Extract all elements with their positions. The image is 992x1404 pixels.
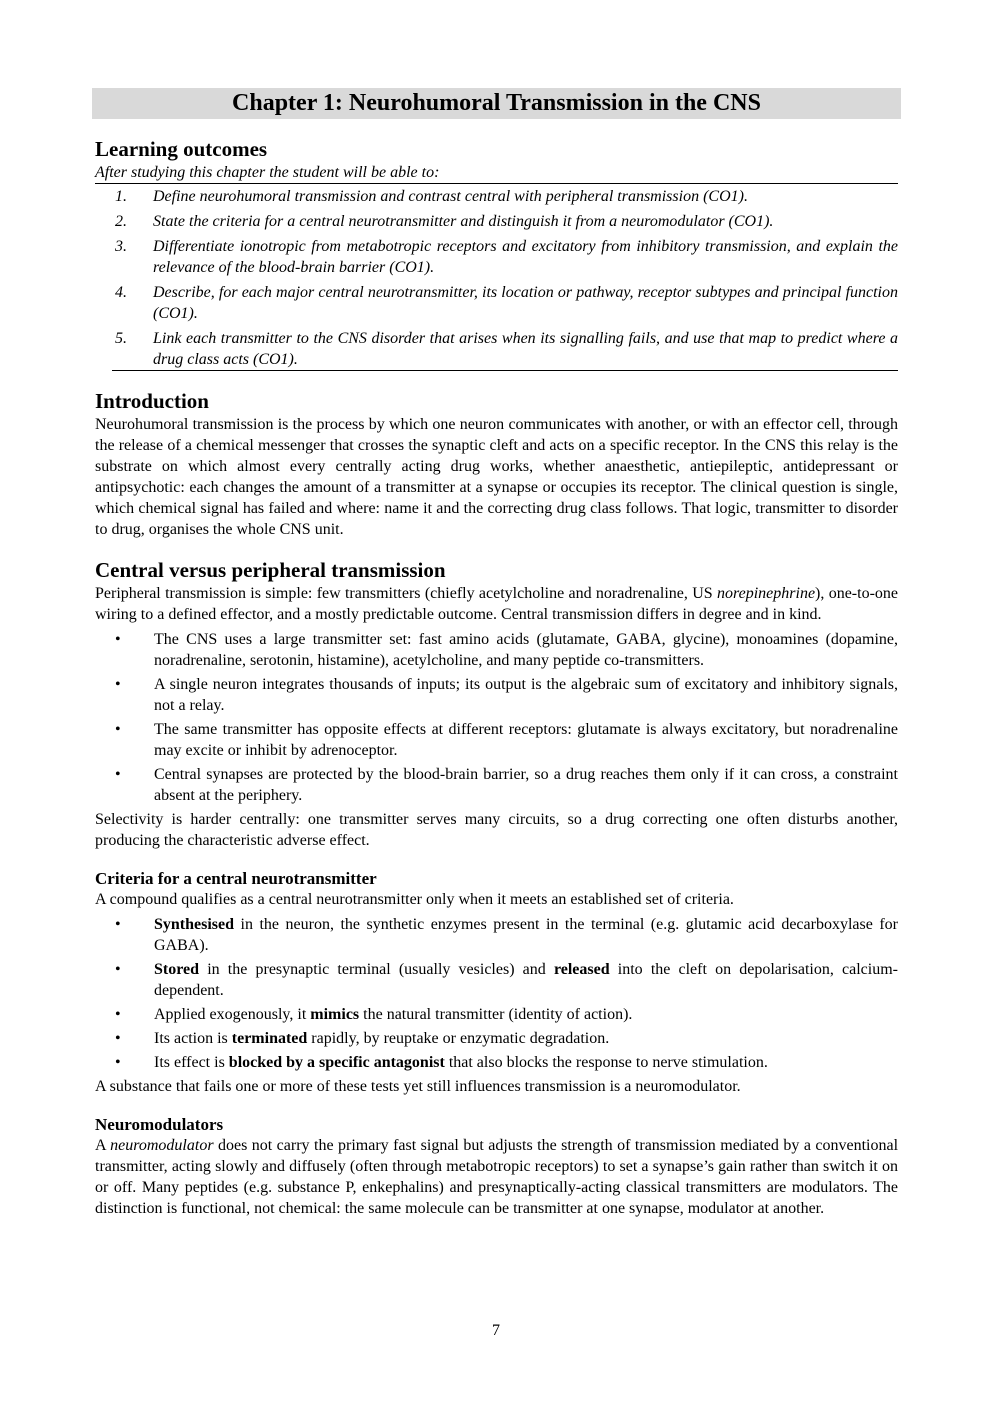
central-paragraph (95, 583, 898, 625)
central-bullet-list (95, 629, 898, 806)
page-number: 7 (492, 1322, 500, 1339)
item-text: The same transmitter has opposite effects at different receptors: glutamate is always excitatory, but noradrenaline may excite or inhibit by adrenoceptor. (154, 721, 898, 759)
item-number: 4. (115, 284, 127, 301)
neuromodulators-text (95, 1135, 898, 1219)
central-heading: Central versus peripheral transmission (95, 558, 446, 582)
list-item: • The CNS uses a large transmitter set: fast amino acids (glutamate, GABA, glycine), monoamines (dopamine, noradrenaline, serotonin, histamine), acetylcholine, and many peptide co-transmitters. (115, 631, 898, 669)
list-item: • The same transmitter has opposite effects at different receptors: glutamate is always excitatory, but noradrenaline may excite or inhibit by adrenoceptor. (115, 721, 898, 759)
item-text: Describe, for each major central neurotransmitter, its location or pathway, receptor subtypes and principal function (CO1). (153, 284, 898, 322)
bold-term: Synthesised (154, 916, 235, 933)
list-item (112, 211, 898, 232)
introduction-heading: Introduction (95, 389, 209, 413)
item-text: rapidly, by reuptake or enzymatic degradation. (307, 1030, 610, 1047)
bold-term: released (553, 961, 610, 978)
list-item: • Stored in the presynaptic terminal (usually vesicles) and released into the cleft on depolarisation, calcium-dependent. (115, 961, 898, 999)
criteria-lead: A compound qualifies as a central neurotransmitter only when it meets an established set of criteria. (95, 891, 734, 908)
item-text: A single neuron integrates thousands of inputs; its output is the algebraic sum of excitatory and inhibitory signals, not a relay. (154, 676, 898, 714)
list-item: • Its action is terminated rapidly, by reuptake or enzymatic degradation. (115, 1030, 610, 1047)
item-number: 2. (115, 213, 127, 230)
introduction-text: Neurohumoral transmission is the process by which one neuron communicates with another, or with an effector cell, through the release of a chemical messenger that crosses the synaptic cleft and acts on a specific receptor. In the CNS this relay is the substrate on which almost every centrally acting drug works, whether anaesthetic, antiepileptic, antidepressant or antipsychotic: each changes the amount of a transmitter at a synapse or occupies its receptor. The clinical question is single, which chemical signal has failed and where: name it and the correcting drug class follows. That logic, transmitter to disorder to drug, organises the whole CNS unit. (95, 416, 898, 538)
text-run: does not carry the primary fast signal but adjusts the strength of transmission mediated by a conventional transmitter, acting slowly and diffusely (often through metabotropic receptors) to set a synapse’s gain rather than switch it on or off. Many peptides (e.g. substance P, enkephalins) and presynaptically-acting classical transmitters are modulators. The distinction is functional, not chemical: the same molecule can be transmitter at one synapse, modulator at another. (95, 1137, 899, 1217)
criteria-heading: Criteria for a central neurotransmitter (95, 869, 377, 888)
emphasis-term: norepinephrine (716, 585, 816, 602)
item-text: the natural transmitter (identity of action). (359, 1006, 633, 1023)
bold-term: blocked by a specific antagonist (228, 1054, 445, 1071)
page-body (95, 88, 898, 1219)
learning-outcomes-subtitle: After studying this chapter the student will be able to: (95, 162, 898, 184)
neuromodulators-heading: Neuromodulators (95, 1115, 224, 1134)
central-closing: Selectivity is harder centrally: one transmitter serves many circuits, so a drug correcting one often disturbs another, producing the characteristic adverse effect. (95, 811, 898, 849)
item-text: Define neurohumoral transmission and contrast central with peripheral transmission (CO1). (153, 188, 748, 205)
criteria-bullet-list (95, 914, 898, 1073)
list-item (112, 328, 898, 370)
bold-term: mimics (310, 1006, 360, 1023)
item-text: Differentiate ionotropic from metabotropic receptors and excitatory from inhibitory transmission, and explain the relevance of the blood-brain barrier (CO1). (153, 238, 898, 276)
emphasis-term: neuromodulator (110, 1137, 214, 1154)
item-text: in the presynaptic terminal (usually vesicles) and (199, 961, 554, 978)
item-text: State the criteria for a central neurotransmitter and distinguish it from a neuromodulator (CO1). (153, 213, 774, 230)
list-item: • Synthesised in the neuron, the synthetic enzymes present in the terminal (e.g. glutamic acid decarboxylase for GABA). (115, 916, 898, 954)
list-item (112, 282, 898, 324)
item-text: Its effect is (154, 1054, 229, 1071)
item-text: Central synapses are protected by the blood-brain barrier, so a drug reaches them only if it can cross, a constraint absent at the periphery. (154, 766, 898, 804)
learning-outcomes-heading: Learning outcomes (95, 137, 268, 161)
item-number: 3. (115, 238, 127, 255)
bold-term: terminated (231, 1030, 308, 1047)
list-item: • Central synapses are protected by the blood-brain barrier, so a drug reaches them only if it can cross, a constraint absent at the periphery. (115, 766, 898, 804)
text-run: Peripheral transmission is simple: few transmitters (chiefly acetylcholine and noradrenaline, US (95, 585, 717, 602)
learning-outcomes-list (112, 184, 898, 371)
item-text: that also blocks the response to nerve stimulation. (444, 1054, 768, 1071)
list-item: • Applied exogenously, it mimics the natural transmitter (identity of action). (115, 1006, 633, 1023)
criteria-closing: A substance that fails one or more of these tests yet still influences transmission is a neuromodulator. (95, 1078, 741, 1095)
item-text: Its action is (154, 1030, 232, 1047)
bold-term: Stored (154, 961, 200, 978)
chapter-title: Chapter 1: Neurohumoral Transmission in the CNS (92, 88, 901, 119)
item-text: in the neuron, the synthetic enzymes present in the terminal (e.g. glutamic acid decarboxylase for GABA). (154, 916, 898, 954)
item-number: 1. (115, 188, 127, 205)
text-run: A (95, 1137, 111, 1154)
list-item: • Its effect is blocked by a specific antagonist that also blocks the response to nerve stimulation. (115, 1054, 768, 1071)
item-text: Applied exogenously, it (154, 1006, 311, 1023)
item-number: 5. (115, 330, 127, 347)
item-text: Link each transmitter to the CNS disorder that arises when its signalling fails, and use that map to predict where a drug class acts (CO1). (153, 330, 898, 368)
item-text: into the cleft on depolarisation, calcium-dependent. (154, 961, 898, 999)
list-item: • A single neuron integrates thousands of inputs; its output is the algebraic sum of excitatory and inhibitory signals, not a relay. (115, 676, 898, 714)
list-item (112, 236, 898, 278)
list-item (112, 186, 898, 207)
text-run: ), one-to-one wiring to a defined effector, and a mostly predictable outcome. Central transmission differs in degree and in kind. (95, 585, 898, 623)
item-text: The CNS uses a large transmitter set: fast amino acids (glutamate, GABA, glycine), monoamines (dopamine, noradrenaline, serotonin, histamine), acetylcholine, and many peptide co-transmitters. (154, 631, 898, 669)
